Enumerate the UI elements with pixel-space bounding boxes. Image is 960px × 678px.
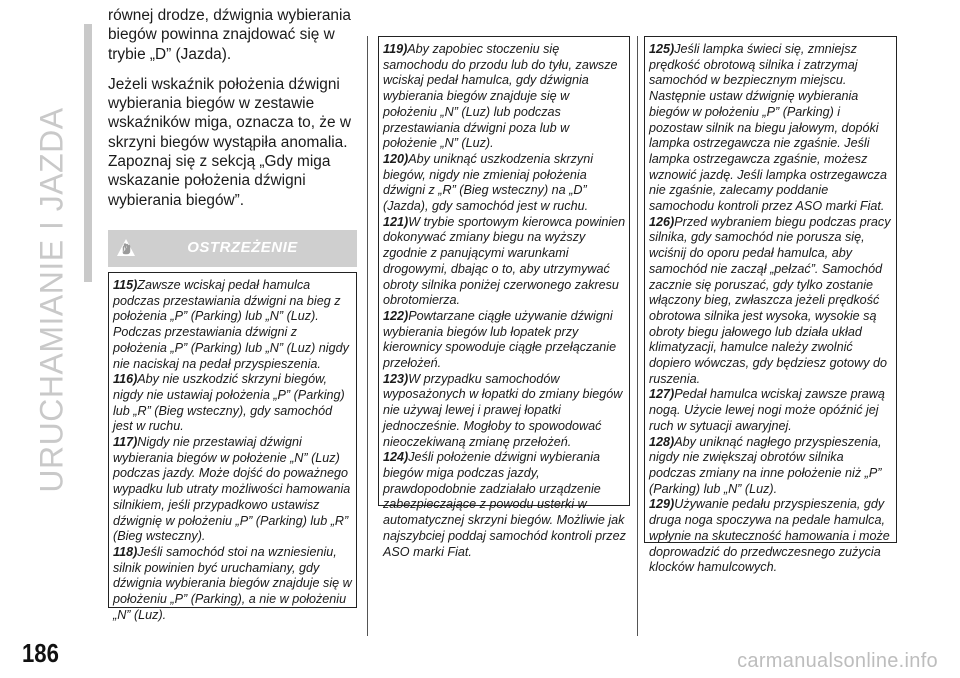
note-text: Aby nie uszkodzić skrzyni biegów, nigdy nie ustawiaj położenia „P” (Parking) lub „R” (Bieg wsteczny), gdy samochód jest w ruchu. — [113, 372, 345, 434]
note-number: 125) — [649, 42, 675, 56]
warning-header — [108, 230, 357, 267]
note-text: W trybie sportowym kierowca powinien dokonywać zmiany biegu na wyższy zgodnie z panującymi warunkami drogowymi, dbając o to, aby utrzymywać obroty silnika poniżej czerwonego zakresu obrotomierza. — [383, 214, 626, 308]
note-number: 119) — [383, 42, 408, 56]
note-number: 123) — [383, 371, 409, 386]
warning-note — [383, 215, 626, 309]
note-number: 117) — [113, 435, 138, 450]
note-text: Jeśli lampka świeci się, zmniejsz prędkość obrotową silnika i zatrzymaj samochód w bezpiecznym miejscu. Następnie ustaw dźwignię wybierania biegów w położeniu „P” (Parking) i pozostaw silnik na biegu jałowym, dopóki lampka ostrzegawcza nie zgaśnie. Jeśli lampka ostrzegawcza zgaśnie, możesz wznowić jazdę. Jeśli lampka ostrzegawcza nie zgaśnie, zalecamy poddanie samochodu kontroli przez ASO marki Fiat. — [649, 42, 887, 214]
note-number: 122) — [383, 308, 409, 323]
note-text: Aby uniknąć nagłego przyspieszenia, nigdy nie zwiększaj obrotów silnika podczas zmiany na inne położenie niż „P” (Parking) lub „N” (Luz). — [649, 434, 882, 496]
note-number: 128) — [649, 434, 675, 449]
warning-note — [113, 278, 353, 372]
note-number: 121) — [383, 214, 409, 229]
note-text: Powtarzane ciągłe używanie dźwigni wybierania biegów lub łopatek przy kierownicy spowoduje ciągłe przełączanie przełożeń. — [383, 308, 617, 371]
warning-note — [649, 215, 893, 388]
warning-note — [113, 435, 353, 545]
note-text: Pedał hamulca wciskaj zawsze prawą nogą. Użycie lewej nogi może opóźnić jej ruch w sytuacji awaryjnej. — [649, 387, 885, 433]
warning-note — [383, 42, 626, 152]
note-number: 115) — [113, 278, 138, 292]
note-number: 126) — [649, 214, 675, 229]
note-text: Jeśli położenie dźwigni wybierania biegów miga podczas jazdy, prawdopodobnie zadziałało urządzenie zabezpieczające z powodu usterki w automatycznej skrzyni biegów. Możliwie jak najszybciej poddaj samochód kontroli przez ASO marki Fiat. — [383, 450, 626, 559]
warning-title: OSTRZEŻENIE — [187, 239, 298, 256]
warning-note — [383, 152, 626, 215]
warning-note — [649, 387, 893, 434]
warning-box-3 — [644, 36, 897, 575]
note-text: Przed wybraniem biegu podczas pracy silnika, gdy samochód nie porusza się, wciśnij do oporu pedał hamulca, aby samochód nie zaczął „pełzać”. Samochód zacznie się poruszać, gdy tylko zostanie włączony bieg, zwłaszcza jeżeli prędkość obrotowa silnika jest wysoka, wysokie są obroty biegu jałowego lub działa układ klimatyzacji, hamulce należy zwolnić dopiero wówczas, gdy będziesz gotowy do ruszenia. — [649, 214, 891, 386]
warning-box-2 — [378, 36, 630, 559]
warning-note — [383, 309, 626, 372]
note-number: 124) — [383, 450, 409, 465]
column-divider — [637, 36, 638, 636]
note-text: Zawsze wciskaj pedał hamulca podczas przestawiania dźwigni na bieg z położenia „P” (Parking) lub „N” (Luz). Podczas przestawiania dźwigni z położenia „P” (Parking) lub „N” (Luz) nigdy nie naciskaj na pedał przyspieszenia. — [113, 278, 349, 371]
warning-note — [649, 435, 893, 498]
note-text: Aby uniknąć uszkodzenia skrzyni biegów, nigdy nie zmieniaj położenia dźwigni z „R” (Bieg wsteczny) na „D” (Jazda), gdy samochód jest w ruchu. — [383, 151, 594, 214]
section-title: URUCHAMIANIE I JAZDA — [33, 107, 70, 493]
section-tab-bar — [84, 24, 92, 282]
body-paragraph: Jeżeli wskaźnik położenia dźwigni wybierania biegów w zestawie wskaźników miga, oznacza to, że w skrzyni biegów wystąpiła anomalia. Zapoznaj się z sekcją „Gdy miga wskazanie położenia dźwigni wybierania biegów”. — [108, 75, 351, 209]
note-text: Aby zapobiec stoczeniu się samochodu do przodu lub do tyłu, zawsze wciskaj pedał hamulca, gdy dźwignia wybierania biegów znajduje się w położeniu „N” (Luz) lub podczas przestawiania dźwigni poza lub w położenie „N” (Luz). — [383, 42, 618, 151]
note-number: 120) — [383, 151, 409, 166]
note-number: 116) — [113, 372, 138, 387]
warning-note — [113, 545, 353, 624]
warning-note — [113, 372, 353, 435]
warning-note — [649, 497, 893, 576]
warning-note — [383, 450, 626, 560]
note-text: W przypadku samochodów wyposażonych w łopatki do zmiany biegów nie używaj lewej i prawej łopatki jednocześnie. Mogłoby to spowodować nieoczekiwaną zmianę przełożeń. — [383, 371, 623, 449]
warning-note — [383, 372, 626, 451]
column-divider — [367, 36, 368, 636]
body-column — [108, 6, 360, 221]
note-number: 127) — [649, 387, 675, 402]
body-paragraph: równej drodze, dźwignia wybierania biegów powinna znajdować się w trybie „D” (Jazda). — [108, 7, 351, 63]
note-number: 118) — [113, 544, 138, 559]
note-text: Używanie pedału przyspieszenia, gdy druga noga spoczywa na pedale hamulca, wpłynie na skuteczność hamowania i może doprowadzić do przedwczesnego zużycia klocków hamulcowych. — [649, 497, 890, 575]
watermark: carmanualsonline.info — [737, 650, 938, 672]
note-number: 129) — [649, 497, 675, 512]
note-text: Nigdy nie przestawiaj dźwigni wybierania biegów w położenie „N” (Luz) podczas jazdy. Może dojść do poważnego wypadku lub utraty możliwości hamowania silnikiem, jeśli przypadkowo ustawisz dźwignię w położeniu „P” (Parking) lub „R” (Bieg wsteczny). — [113, 435, 351, 544]
page-number: 186 — [22, 638, 59, 668]
warning-note — [649, 42, 893, 215]
note-text: Jeśli samochód stoi na wzniesieniu, silnik powinien być uruchamiany, gdy dźwignia wybierania biegów znajduje się w położeniu „P” (Parking), a nie w położeniu „N” (Luz). — [113, 544, 352, 622]
warning-box-1 — [108, 272, 357, 622]
